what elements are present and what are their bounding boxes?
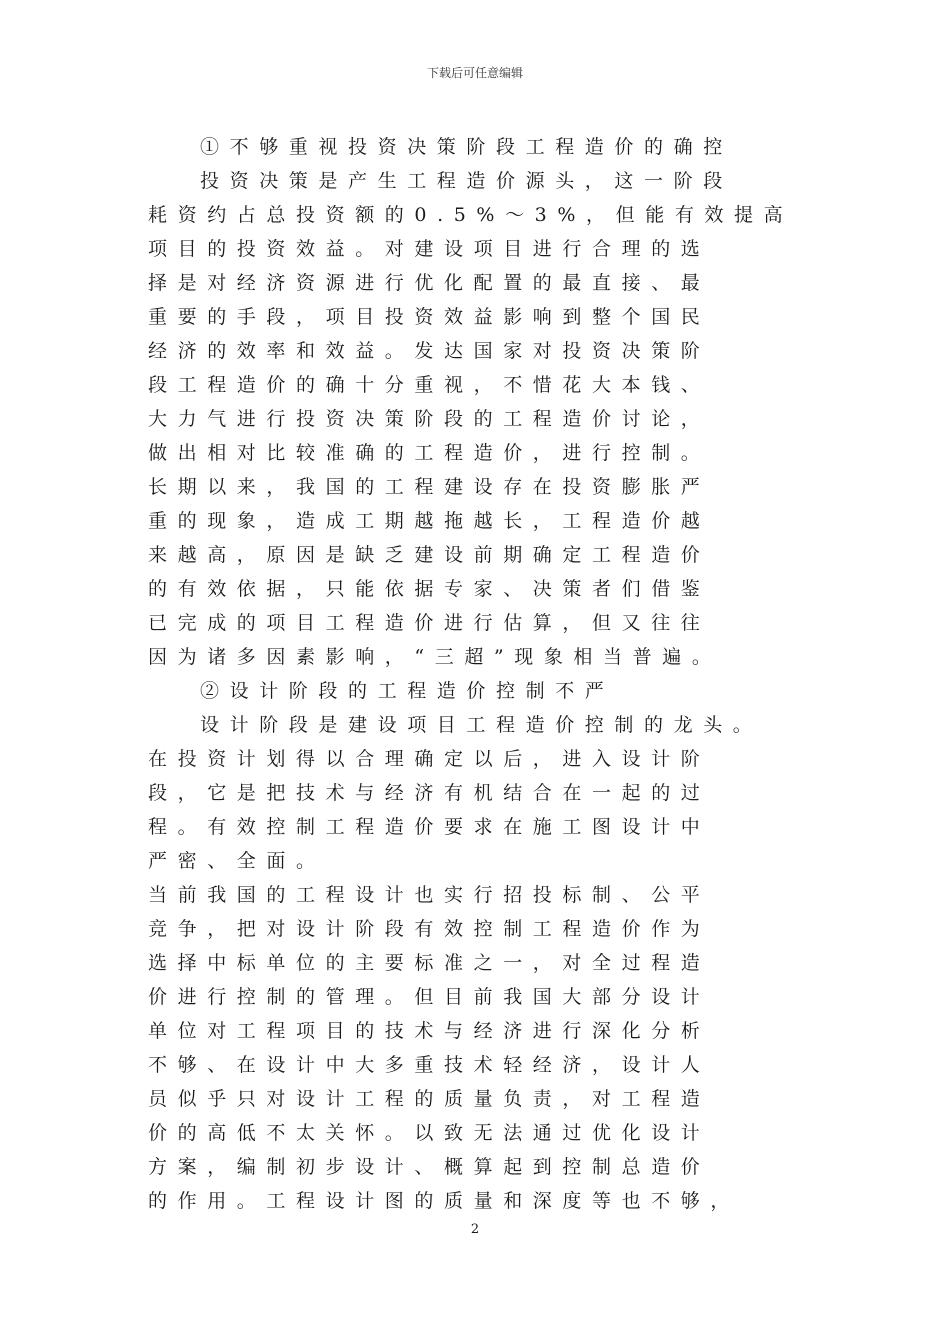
text-line: 投资决策是产生工程造价源头，这一阶段 [200, 170, 733, 192]
text-line: 已完成的项目工程造价进行估算，但又往往 [148, 612, 711, 634]
text-line: 因为诸多因素影响，“三超”现象相当普遍。 [148, 646, 722, 668]
text-line: 竞争，把对设计阶段有效控制工程造价作为 [148, 918, 711, 940]
text-line: 择是对经济资源进行优化配置的最直接、最 [148, 272, 711, 294]
text-line: 价的高低不太关怀。以致无法通过优化设计 [148, 1122, 711, 1144]
text-line: 段工程造价的确十分重视，不惜花大本钱、 [148, 374, 711, 396]
text-line: 员似乎只对设计工程的质量负责，对工程造 [148, 1088, 711, 1110]
text-line: 来越高，原因是缺乏建设前期确定工程造价 [148, 544, 711, 566]
text-line: 不够、在设计中大多重技术轻经济，设计人 [148, 1054, 711, 1076]
document-body [148, 130, 808, 1218]
text-line: ①不够重视投资决策阶段工程造价的确控 [200, 136, 733, 158]
text-line: 在投资计划得以合理确定以后，进入设计阶 [148, 748, 711, 770]
text-line: 价进行控制的管理。但目前我国大部分设计 [148, 986, 711, 1008]
text-line: 选择中标单位的主要标准之一，对全过程造 [148, 952, 711, 974]
text-line: 项目的投资效益。对建设项目进行合理的选 [148, 238, 711, 260]
text-line: 经济的效率和效益。发达国家对投资决策阶 [148, 340, 711, 362]
text-line: 方案，编制初步设计、概算起到控制总造价 [148, 1156, 711, 1178]
text-line: 长期以来，我国的工程建设存在投资膨胀严 [148, 476, 711, 498]
text-line: 程。有效控制工程造价要求在施工图设计中 [148, 816, 711, 838]
text-line: 大力气进行投资决策阶段的工程造价讨论， [148, 408, 711, 430]
text-line: 的有效依据，只能依据专家、决策者们借鉴 [148, 578, 711, 600]
text-line: 重的现象，造成工期越拖越长，工程造价越 [148, 510, 711, 532]
text-line: ②设计阶段的工程造价控制不严 [200, 680, 615, 702]
text-line: 重要的手段，项目投资效益影响到整个国民 [148, 306, 711, 328]
text-line: 严密、全面。 [148, 850, 326, 872]
text-line: 段，它是把技术与经济有机结合在一起的过 [148, 782, 711, 804]
page-number: 2 [470, 1222, 480, 1237]
text-line: 当前我国的工程设计也实行招投标制、公平 [148, 884, 711, 906]
text-line: 的作用。工程设计图的质量和深度等也不够， [148, 1190, 741, 1212]
text-line: 设计阶段是建设项目工程造价控制的龙头。 [200, 714, 763, 736]
text-line: 做出相对比较准确的工程造价，进行控制。 [148, 442, 711, 464]
text-line: 单位对工程项目的技术与经济进行深化分析 [148, 1020, 711, 1042]
page-header: 下载后可任意编辑 [426, 66, 523, 80]
text-line: 耗资约占总投资额的0.5%～3%，但能有效提高 [148, 204, 794, 226]
